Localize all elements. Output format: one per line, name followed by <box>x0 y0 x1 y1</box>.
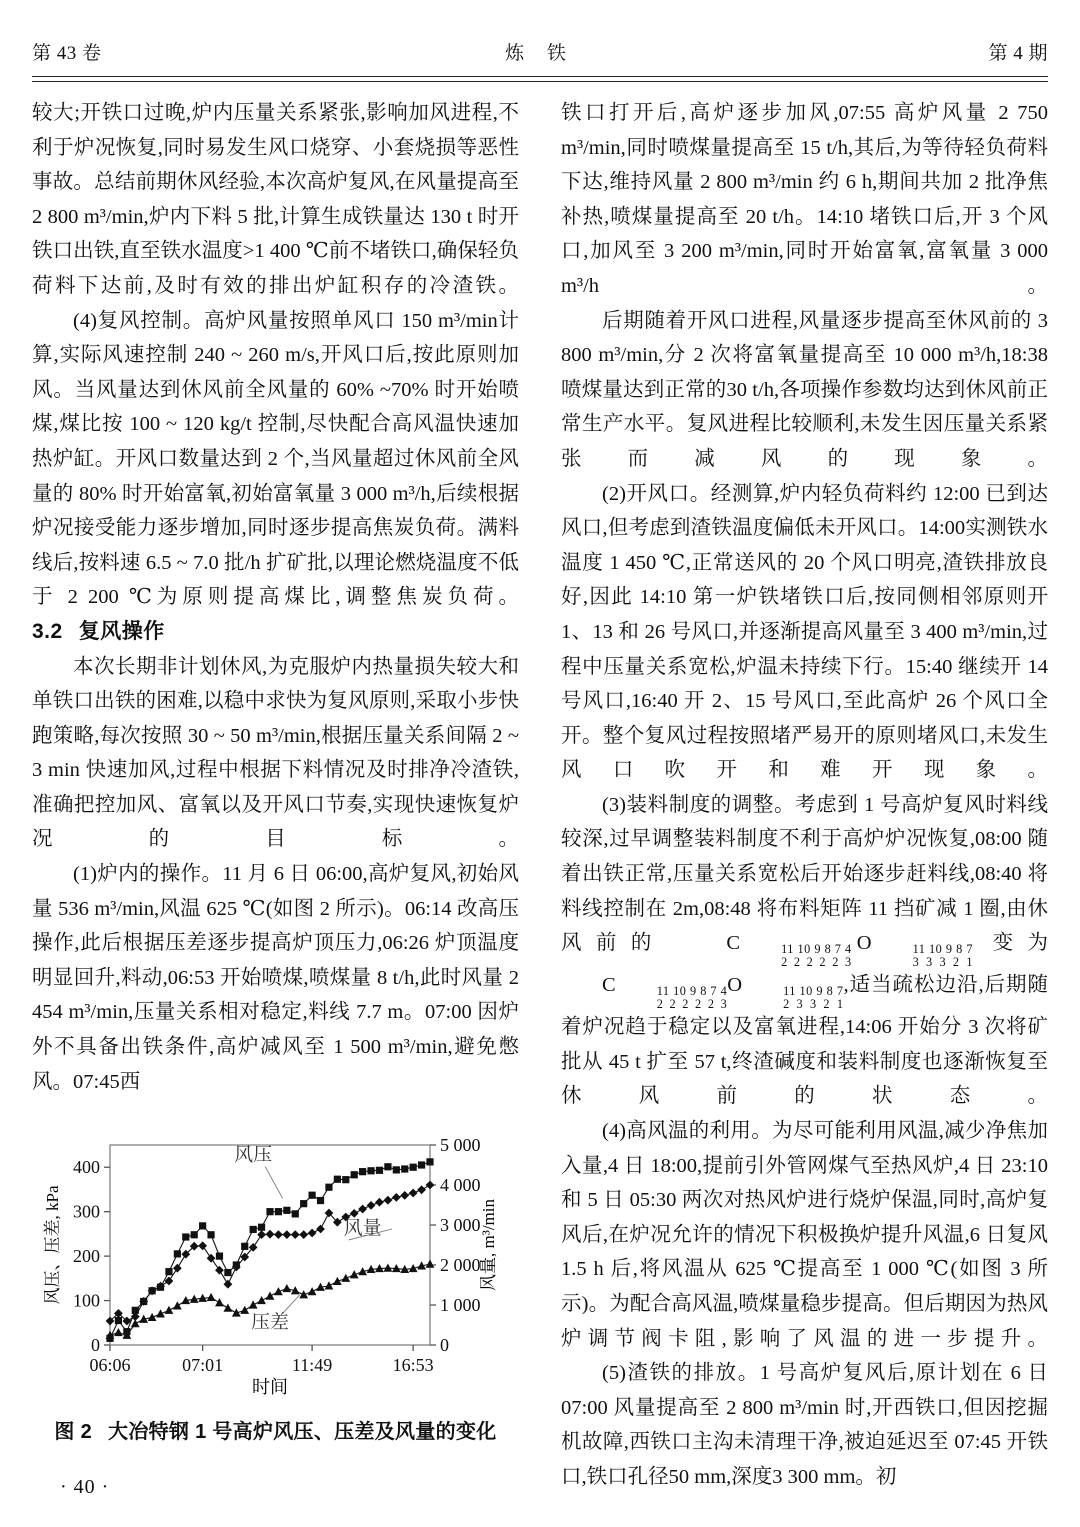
paragraph-right-5: (4)高风温的利用。为尽可能利用风温,减少净焦加入量,4 日 18:00,提前引外管网煤气至热风炉,4 日 23:10 和 5 日 05:30 两次对热风炉进行烧炉保温,同时,高炉复风后,在炉况允许的情况下积极换炉提升风温,6 日复风 1.5 h 后,将风温从 625 ℃提高至 1 000 ℃(如图 3 所示)。为配合高风温,喷煤量稳步提高。但后期因为热风炉调节阀卡阻,影响了风温的进一步提升。 <box>561 1120 1048 1350</box>
volume-label: 第 43 卷 <box>32 43 102 64</box>
matrix-c-stack <box>740 943 852 968</box>
running-head <box>32 38 1048 66</box>
paragraph-left-1: 较大;开铁口过晚,炉内压量关系紧张,影响加风进程,不利于炉况恢复,同时易发生风口烧穿、小套烧损等恶性事故。总结前期休风经验,本次高炉复风,在风量提高至 2 800 m³/min,炉内下料 5 批,计算生成铁量达 130 t 时开铁口出铁,直至铁水温度>1 400 ℃前不堵铁口,确保轻负荷料下达前,及时有效的排出炉缸积存的冷渣铁。 <box>32 102 519 297</box>
svg-text:风压: 风压 <box>234 1144 273 1166</box>
charging-text-a: (3)装料制度的调整。考虑到 1 号高炉复风时料线较深,过早调整装料制度不利于高炉炉况恢复,08:00 随着出铁正常,压量关系宽松后开始逐步赶料线,08:40 将料线控制在 2m,08:48 将布料矩阵 11 挡矿减 1 圈,由休风前的 <box>561 793 1048 955</box>
paragraph-right-3: (2)开风口。经测算,炉内轻负荷料约 12:00 已到达风口,但考虑到渣铁温度偏低未开风口。14:00实测铁水温度 1 450 ℃,正常送风的 20 个风口明亮,渣铁排放良好,因此 14:10 第一炉铁堵铁口后,按同侧相邻原则开 1、13 和 26 号风口,并逐渐提高风量至 3 400 m³/min,过程中压量关系宽松,炉温未持续下行。15:40 继续开 14 号风口,16:40 开 2、15 号风口,至此高炉 26 个风口全开。整个复风过程按照堵严易开的原则堵风口,未发生风口吹开和难开现象。 <box>561 482 1048 782</box>
matrix2-o-stack <box>742 985 843 1010</box>
paragraph-left-3: 本次长期非计划休风,为克服炉内热量损失较大和单铁口出铁的困难,以稳中求快为复风原则,采取小步快跑策略,每次按照 30 ~ 50 m³/min,根据压量关系间隔 2 ~ 3 min 快速加风,过程中根据下料情况及时排净冷渣铁,准确把控加风、富氧以及开风口节奏,实现快速恢复炉况的目标。 <box>32 655 519 851</box>
charging-matrix-before <box>685 926 973 968</box>
figure-caption <box>32 1415 519 1444</box>
matrix2-o-sup: 11 10 9 8 7 <box>783 984 844 999</box>
header-rule <box>32 76 1048 82</box>
svg-text:1 000: 1 000 <box>440 1295 481 1315</box>
svg-text:0: 0 <box>440 1335 449 1355</box>
matrix-o-sub: 3 3 3 2 1 <box>912 954 973 969</box>
svg-text:16:53: 16:53 <box>392 1355 434 1375</box>
charging-matrix-after <box>561 968 844 1010</box>
svg-text:3 000: 3 000 <box>440 1215 481 1235</box>
svg-text:风量: 风量 <box>343 1217 382 1239</box>
svg-text:300: 300 <box>73 1201 100 1222</box>
svg-text:400: 400 <box>73 1157 100 1178</box>
figure-2 <box>32 1131 519 1444</box>
paragraph-left-2: (4)复风控制。高炉风量按照单风口 150 m³/min计算,实际风速控制 240 ~ 260 m/s,开风口后,按此原则加风。当风量达到休风前全风量的 60% ~70% 时开始喷煤,煤比按 100 ~ 120 kg/t 控制,尽快配合高风温快速加热炉缸。开风口数量达到 2 个,当风量超过休风前全风量的 80% 时开始富氧,初始富氧量 3 000 m³/h,后续根据炉况接受能力逐步增加,同时逐步提高焦炭负荷。满料线后,按料速 6.5 ~ 7.0 批/h 扩矿批,以理论燃烧温度不低于 2 200 ℃为原则提高煤比,调整焦炭负荷。 <box>32 309 519 609</box>
body-columns <box>32 96 1048 1488</box>
left-column <box>32 96 519 1456</box>
matrix-o-sup: 11 10 9 8 7 <box>912 942 973 957</box>
svg-text:06:06: 06:06 <box>89 1355 131 1375</box>
svg-text:风压、压差, kPa: 风压、压差, kPa <box>43 1185 62 1305</box>
matrix-c-sub: 2 2 2 2 2 3 <box>781 954 852 969</box>
svg-text:4 000: 4 000 <box>440 1175 481 1195</box>
chart-area <box>32 1131 519 1399</box>
figure-caption-text: 大冶特钢 1 号高炉风压、压差及风量的变化 <box>108 1421 497 1443</box>
matrix-o-stack <box>872 943 973 968</box>
matrix2-c-sup: 11 10 9 8 7 4 <box>656 984 728 999</box>
matrix2-o-letter: O <box>727 974 743 997</box>
matrix2-c-letter: C <box>602 974 616 997</box>
svg-text:5 000: 5 000 <box>440 1135 481 1155</box>
svg-text:风量, m³/min: 风量, m³/min <box>479 1199 498 1291</box>
matrix2-c-sub: 2 2 2 2 2 3 <box>656 996 728 1011</box>
journal-title: 炼 铁 <box>505 43 575 64</box>
line-chart <box>32 1131 519 1399</box>
matrix-c-letter: C <box>726 932 741 955</box>
paragraph-left-4: (1)炉内的操作。11 月 6 日 06:00,高炉复风,初始风量 536 m³/min,风温 625 ℃(如图 2 所示)。06:14 改高压操作,此后根据压差逐步提高炉顶压力,06:26 炉顶温度明显回升,料动,06:53 开始喷煤,喷煤量 8 t/h,此时风量 2 454 m³/min,压量关系相对稳定,料线 7.7 m。07:00 因炉外不具备出铁条件,高炉减风至 1 500 m³/min,避免憋风。07:45西 <box>32 863 519 1093</box>
matrix2-o-sub: 2 3 3 2 1 <box>783 996 844 1011</box>
right-column <box>561 96 1048 1488</box>
paragraph-right-6: (5)渣铁的排放。1 号高炉复风后,原计划在 6 日 07:00 风量提高至 2 800 m³/min 时,开西铁口,但因挖掘机故障,西铁口主沟未清理干净,被迫延迟至 07:45 开铁口,铁口孔径50 mm,深度3 300 mm。初 <box>561 1362 1048 1488</box>
page-number: · 40 · <box>60 1476 110 1498</box>
section-title: 复风操作 <box>78 619 165 643</box>
issue-label: 第 4 期 <box>988 43 1048 64</box>
svg-text:2 000: 2 000 <box>440 1255 481 1275</box>
figure-label: 图 2 <box>54 1421 93 1443</box>
svg-text:压差: 压差 <box>250 1312 290 1334</box>
matrix2-c-stack <box>616 985 728 1010</box>
section-heading-3-2 <box>32 615 519 650</box>
paragraph-right-4 <box>561 788 1048 1114</box>
paragraph-right-1: 铁口打开后,高炉逐步加风,07:55 高炉风量 2 750 m³/min,同时喷煤量提高至 15 t/h,其后,为等待轻负荷料下达,维持风量 2 800 m³/min 约 6 h,期间共加 2 批净焦补热,喷煤量提高至 20 t/h。14:10 堵铁口后,开 3 个风口,加风至 3 200 m³/min,同时开始富氧,富氧量 3 000 m³/h。 <box>561 102 1048 297</box>
svg-text:07:01: 07:01 <box>182 1355 224 1375</box>
svg-text:时间: 时间 <box>252 1377 288 1397</box>
matrix-c-sup: 11 10 9 8 7 4 <box>781 942 852 957</box>
charging-text-b: 变为 <box>973 932 1048 955</box>
section-number: 3.2 <box>32 619 63 643</box>
svg-text:11:49: 11:49 <box>291 1355 333 1375</box>
charging-text-c: ,适当疏松边沿,后期随着炉况趋于稳定以及富氧进程,14:06 开始分 3 次将矿批从 45 t 扩至 57 t,终渣碱度和装料制度也逐渐恢复至休风前的状态。 <box>561 974 1048 1108</box>
svg-text:0: 0 <box>91 1335 100 1355</box>
svg-text:200: 200 <box>73 1246 100 1267</box>
paragraph-right-2: 后期随着开风口进程,风量逐步提高至休风前的 3 800 m³/min,分 2 次将富氧量提高至 10 000 m³/h,18:38 喷煤量达到正常的30 t/h,各项操作参数均达到休风前正常生产水平。复风进程比较顺利,未发生因压量关系紧张而减风的现象。 <box>561 309 1048 470</box>
matrix-o-letter: O <box>856 932 872 955</box>
svg-text:100: 100 <box>73 1290 100 1311</box>
